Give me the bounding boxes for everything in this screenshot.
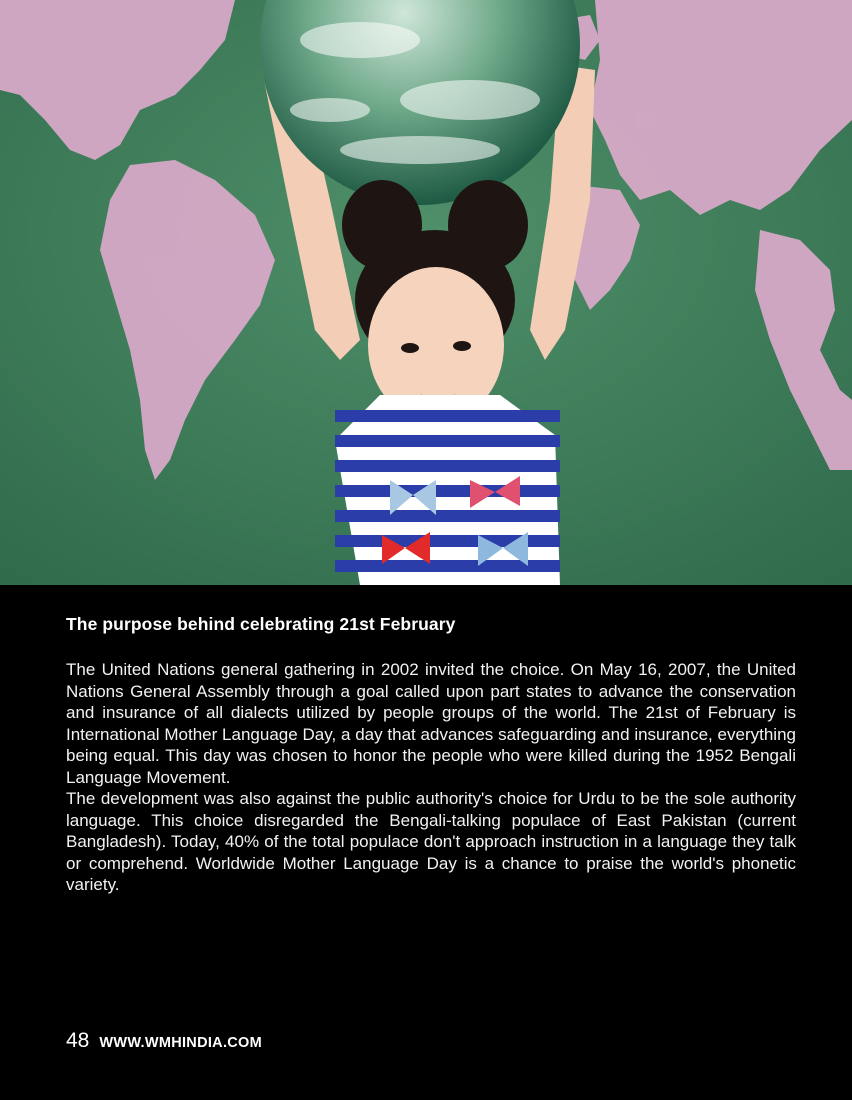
article-heading: The purpose behind celebrating 21st February	[66, 614, 456, 634]
website-link[interactable]: WWW.WMHINDIA.COM	[99, 1035, 263, 1051]
article-paragraph-1: The United Nations general gathering in 2002 invited the choice. On May 16, 2007, the United Nations General Assembly through a goal called upon part states to advance the conservation and insurance of all dialects utilized by people groups of the world. The 21st of February is International Mother Language Day, a day that advances safeguarding and insurance, everything being equal. This day was chosen to honor the people who were killed during the 1952 Bengali Language Movement.	[66, 660, 796, 787]
article	[66, 614, 796, 896]
article-paragraph-2: The development was also against the public authority's choice for Urdu to be the sole authority language. This choice disregarded the Bengali-talking populace of East Pakistan (current Bangladesh). Today, 40% of the total populace don't approach instruction in a language they talk or comprehend. Worldwide Mother Language Day is a chance to praise the world's phonetic variety.	[66, 789, 796, 894]
page-footer	[66, 1029, 262, 1053]
page-number: 48	[66, 1029, 90, 1052]
